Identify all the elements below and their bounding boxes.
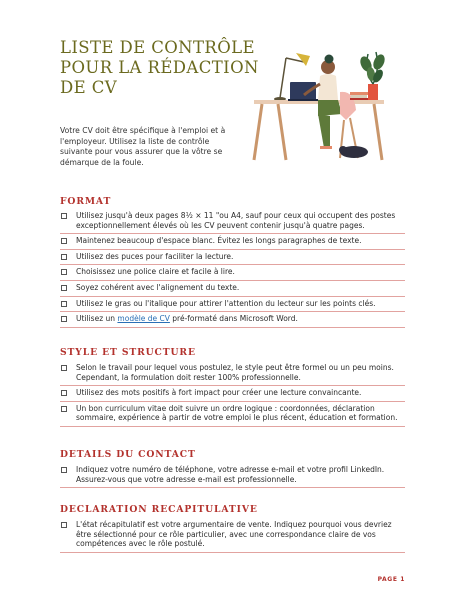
- checklist-item-text: Choisissez une police claire et facile à lire.: [76, 267, 235, 277]
- checklist-style: [60, 361, 405, 427]
- checkbox-icon[interactable]: [61, 238, 67, 244]
- checkbox-icon[interactable]: [61, 301, 67, 307]
- checklist-item-text: Soyez cohérent avec l'alignement du texte.: [76, 282, 240, 292]
- checkbox-icon[interactable]: [61, 390, 67, 396]
- checkbox-icon[interactable]: [61, 406, 67, 412]
- checklist-item-text: Utilisez jusqu'à deux pages 8½ × 11 "ou A4, sauf pour ceux qui occupent des postes exceptionnellement élevés où les CV peuvent contenir jusqu'à quatre pages.: [76, 211, 396, 230]
- checklist-item: [60, 209, 405, 234]
- checkbox-icon[interactable]: [61, 285, 67, 291]
- checkbox-icon[interactable]: [61, 522, 67, 528]
- checklist-item: [60, 518, 405, 553]
- checklist-item-text: Indiquez votre numéro de téléphone, votre adresse e-mail et votre profil LinkedIn. Assurez-vous que votre adresse e-mail est professionnelle.: [76, 465, 385, 484]
- checklist-item: [60, 402, 405, 427]
- intro-paragraph: Votre CV doit être spécifique à l'emploi et à l'employeur. Utilisez la liste de contrôle suivante pour vous assurer que la vôtre se démarque de la foule.: [60, 126, 226, 167]
- checklist-item-text: Utilisez un: [76, 314, 118, 324]
- checklist-item-text: Utilisez le gras ou l'italique pour attirer l'attention du lecteur sur les points clés.: [76, 298, 376, 308]
- checklist-item: [60, 281, 405, 297]
- section-title-contact: DETAILS DU CONTACT: [60, 449, 196, 460]
- checklist-item-text: Selon le travail pour lequel vous postulez, le style peut être formel ou un peu moins. Cependant, la formulation doit rester 100% professionnelle.: [76, 363, 394, 382]
- checklist-format: [60, 209, 405, 328]
- checklist-item: [60, 265, 405, 281]
- cv-template-link[interactable]: modèle de CV: [117, 314, 170, 324]
- checklist-item: [60, 234, 405, 250]
- checklist-item-text: Utilisez des puces pour faciliter la lecture.: [76, 251, 234, 261]
- checklist-contact: [60, 463, 405, 488]
- checklist-item: [60, 297, 405, 313]
- page-title: LISTE DE CONTRÔLE POUR LA RÉDACTION DE CV: [60, 38, 259, 97]
- checkbox-icon[interactable]: [61, 316, 67, 322]
- checklist-item: [60, 386, 405, 402]
- section-title-format: FORMAT: [60, 196, 112, 207]
- checkbox-icon[interactable]: [61, 467, 67, 473]
- checklist-item-text: L'état récapitulatif est votre argumentaire de vente. Indiquez pourquoi vous devriez être sélectionné pour ce rôle particulier, avec une correspondance claire de vos compétences avec le rôle postulé.: [76, 520, 392, 549]
- checklist-item: [60, 463, 405, 488]
- section-title-style: STYLE ET STRUCTURE: [60, 347, 196, 358]
- checkbox-icon[interactable]: [61, 254, 67, 260]
- checklist-item: [60, 361, 405, 386]
- checklist-item: [60, 312, 405, 328]
- checkbox-icon[interactable]: [61, 213, 67, 219]
- checklist-item-text: pré-formaté dans Microsoft Word.: [169, 314, 298, 324]
- page-number: PAGE 1: [377, 576, 405, 583]
- checklist-summary: [60, 518, 405, 553]
- checklist-item-text: Utilisez des mots positifs à fort impact pour créer une lecture convaincante.: [76, 388, 362, 398]
- checklist-item-text: Maintenez beaucoup d'espace blanc. Évitez les longs paragraphes de texte.: [76, 236, 362, 246]
- checkbox-icon[interactable]: [61, 365, 67, 371]
- checklist-item: [60, 250, 405, 266]
- checkbox-icon[interactable]: [61, 269, 67, 275]
- checklist-item-text: Un bon curriculum vitae doit suivre un ordre logique : coordonnées, déclaration sommaire, expérience à partir de votre emploi le plus récent, éducation et formation.: [76, 403, 398, 423]
- section-title-summary: DECLARATION RECAPITULATIVE: [60, 504, 258, 515]
- woman-working-at-laptop-illustration: [246, 40, 396, 170]
